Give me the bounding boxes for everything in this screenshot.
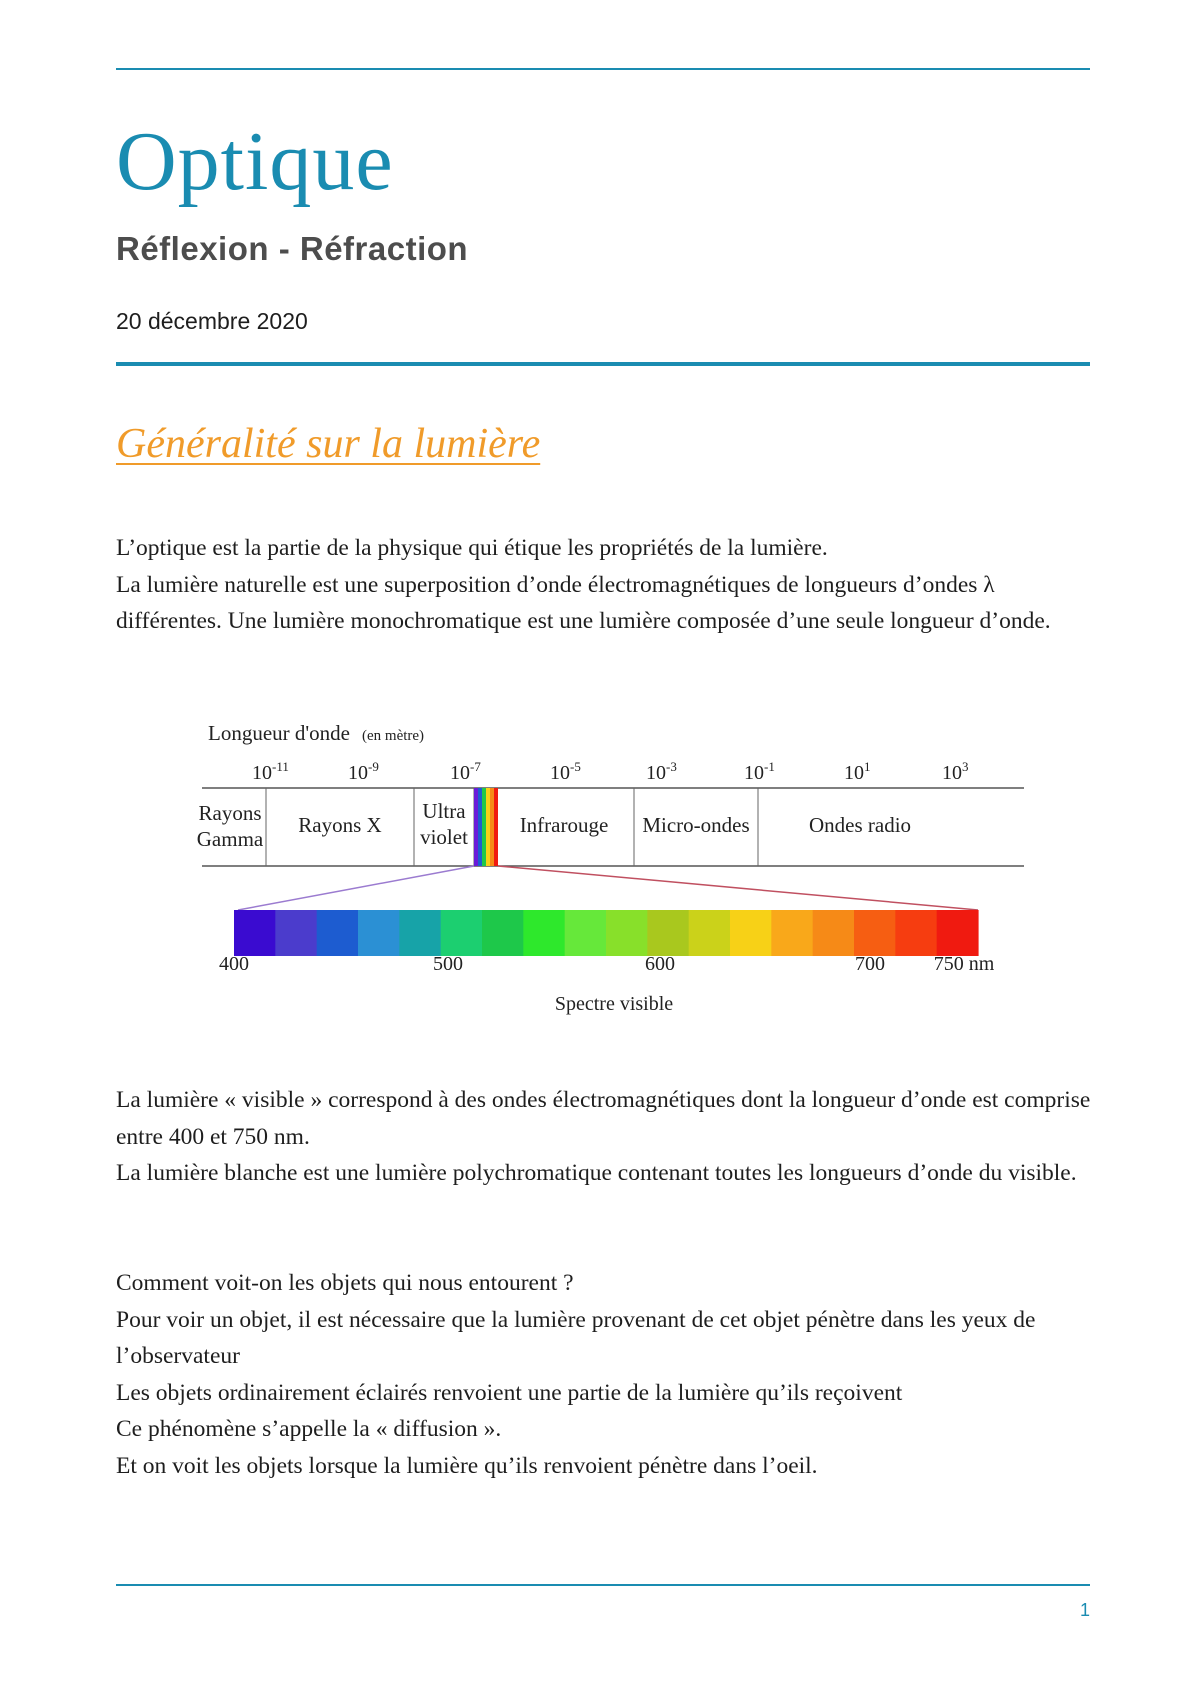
visible-line: La lumière blanche est une lumière polychromatique contenant toutes les longueurs d’onde du visible. xyxy=(116,1160,1077,1186)
zoom-line-right xyxy=(498,866,978,910)
band-xray: Rayons X xyxy=(298,813,382,837)
visible-label: 400 xyxy=(219,953,249,975)
visible-light-paragraph xyxy=(116,1082,1096,1192)
axis-title: Longueur d'onde xyxy=(208,721,350,745)
strip-violet xyxy=(474,788,478,866)
intro-line: La lumière naturelle est une superposition d’onde électromagnétiques de longueurs d’ondes λ différentes. Une lumière monochromatique est une lumière composée d’une seule longueur d’onde. xyxy=(116,571,1051,634)
spectrum-segment xyxy=(482,910,524,956)
tick-label: $10^{-11}$ xyxy=(252,759,289,784)
tick-label: $10^1$ xyxy=(844,759,871,784)
spectrum-segment xyxy=(937,910,979,956)
visible-label: 700 xyxy=(855,953,885,975)
document-date: 20 décembre 2020 xyxy=(116,308,308,334)
spectrum-segment xyxy=(730,910,772,956)
spectrum-segment xyxy=(275,910,317,956)
perception-line: Pour voir un objet, il est nécessaire que la lumière provenant de cet objet pénètre dans les yeux de l’observateur xyxy=(116,1306,1036,1369)
spectrum-segment xyxy=(441,910,483,956)
perception-line: Les objets ordinairement éclairés renvoient une partie de la lumière qu’ils reçoivent xyxy=(116,1379,903,1406)
perception-line: Ce phénomène s’appelle la « diffusion ». xyxy=(116,1416,502,1442)
tick-label: $10^{-1}$ xyxy=(744,759,775,784)
spectrum-segment xyxy=(399,910,441,956)
axis-unit: (en mètre) xyxy=(362,728,425,744)
visible-label: 600 xyxy=(645,953,675,975)
visible-line: La lumière « visible » correspond à des ondes électromagnétiques dont la longueur d’onde est comprise entre 400 et 750 nm. xyxy=(116,1087,1091,1150)
strip-blue xyxy=(478,788,482,866)
tick-label: $10^{-5}$ xyxy=(550,759,581,784)
spectrum-segment xyxy=(358,910,400,956)
tick-label: $10^3$ xyxy=(942,759,969,784)
band-microwave: Micro-ondes xyxy=(642,813,750,837)
strip-orange xyxy=(490,788,494,866)
top-rule xyxy=(116,68,1090,70)
tick-label: $10^{-7}$ xyxy=(450,759,481,784)
spectrum-segment xyxy=(523,910,565,956)
perception-line: Et on voit les objets lorsque la lumière qu’ils renvoient pénètre dans l’oeil. xyxy=(116,1452,818,1479)
band-gamma: Gamma xyxy=(196,827,264,851)
spectrum-segment xyxy=(317,910,359,956)
strip-green xyxy=(482,788,486,866)
tick-label: $10^{-9}$ xyxy=(348,759,379,784)
spectrum-segment xyxy=(895,910,937,956)
visible-title: Spectre visible xyxy=(554,993,674,1015)
spectrum-segment xyxy=(234,910,276,956)
section-heading: Généralité sur la lumière xyxy=(116,421,541,467)
visible-strip xyxy=(474,788,498,866)
spectrum-segment xyxy=(771,910,813,956)
tick-labels xyxy=(252,759,969,784)
visible-labels xyxy=(219,953,995,975)
band-labels xyxy=(197,799,911,851)
band-gamma: Rayons xyxy=(198,801,262,825)
band-infrared: Infrarouge xyxy=(519,813,609,837)
intro-paragraph xyxy=(116,530,1096,640)
strip-red xyxy=(494,788,498,866)
footer-rule xyxy=(116,1584,1090,1586)
intro-line: L’optique est la partie de la physique qui étique les propriétés de la lumière. xyxy=(116,535,828,561)
band-uv: Ultra xyxy=(422,799,466,823)
page-number: 1 xyxy=(1079,1600,1090,1620)
perception-paragraph xyxy=(116,1265,1096,1484)
band-uv: violet xyxy=(420,825,468,849)
document-title: Optique xyxy=(116,115,394,208)
document-subtitle: Réflexion - Réfraction xyxy=(116,230,469,267)
spectrum-segment xyxy=(606,910,648,956)
spectrum-segment xyxy=(647,910,689,956)
spectrum-segment xyxy=(813,910,855,956)
visible-label: 750 nm xyxy=(933,953,995,975)
header-rule xyxy=(116,362,1090,366)
visible-spectrum-bar xyxy=(234,910,979,956)
perception-line: Comment voit-on les objets qui nous entourent ? xyxy=(116,1270,574,1296)
spectrum-segment xyxy=(854,910,896,956)
electromagnetic-spectrum-figure xyxy=(178,710,1030,1030)
zoom-line-left xyxy=(238,866,474,910)
spectrum-segment xyxy=(689,910,731,956)
strip-yellow xyxy=(486,788,490,866)
tick-label: $10^{-3}$ xyxy=(646,759,677,784)
spectrum-segment xyxy=(565,910,607,956)
visible-label: 500 xyxy=(433,953,463,975)
band-radio: Ondes radio xyxy=(808,813,912,837)
